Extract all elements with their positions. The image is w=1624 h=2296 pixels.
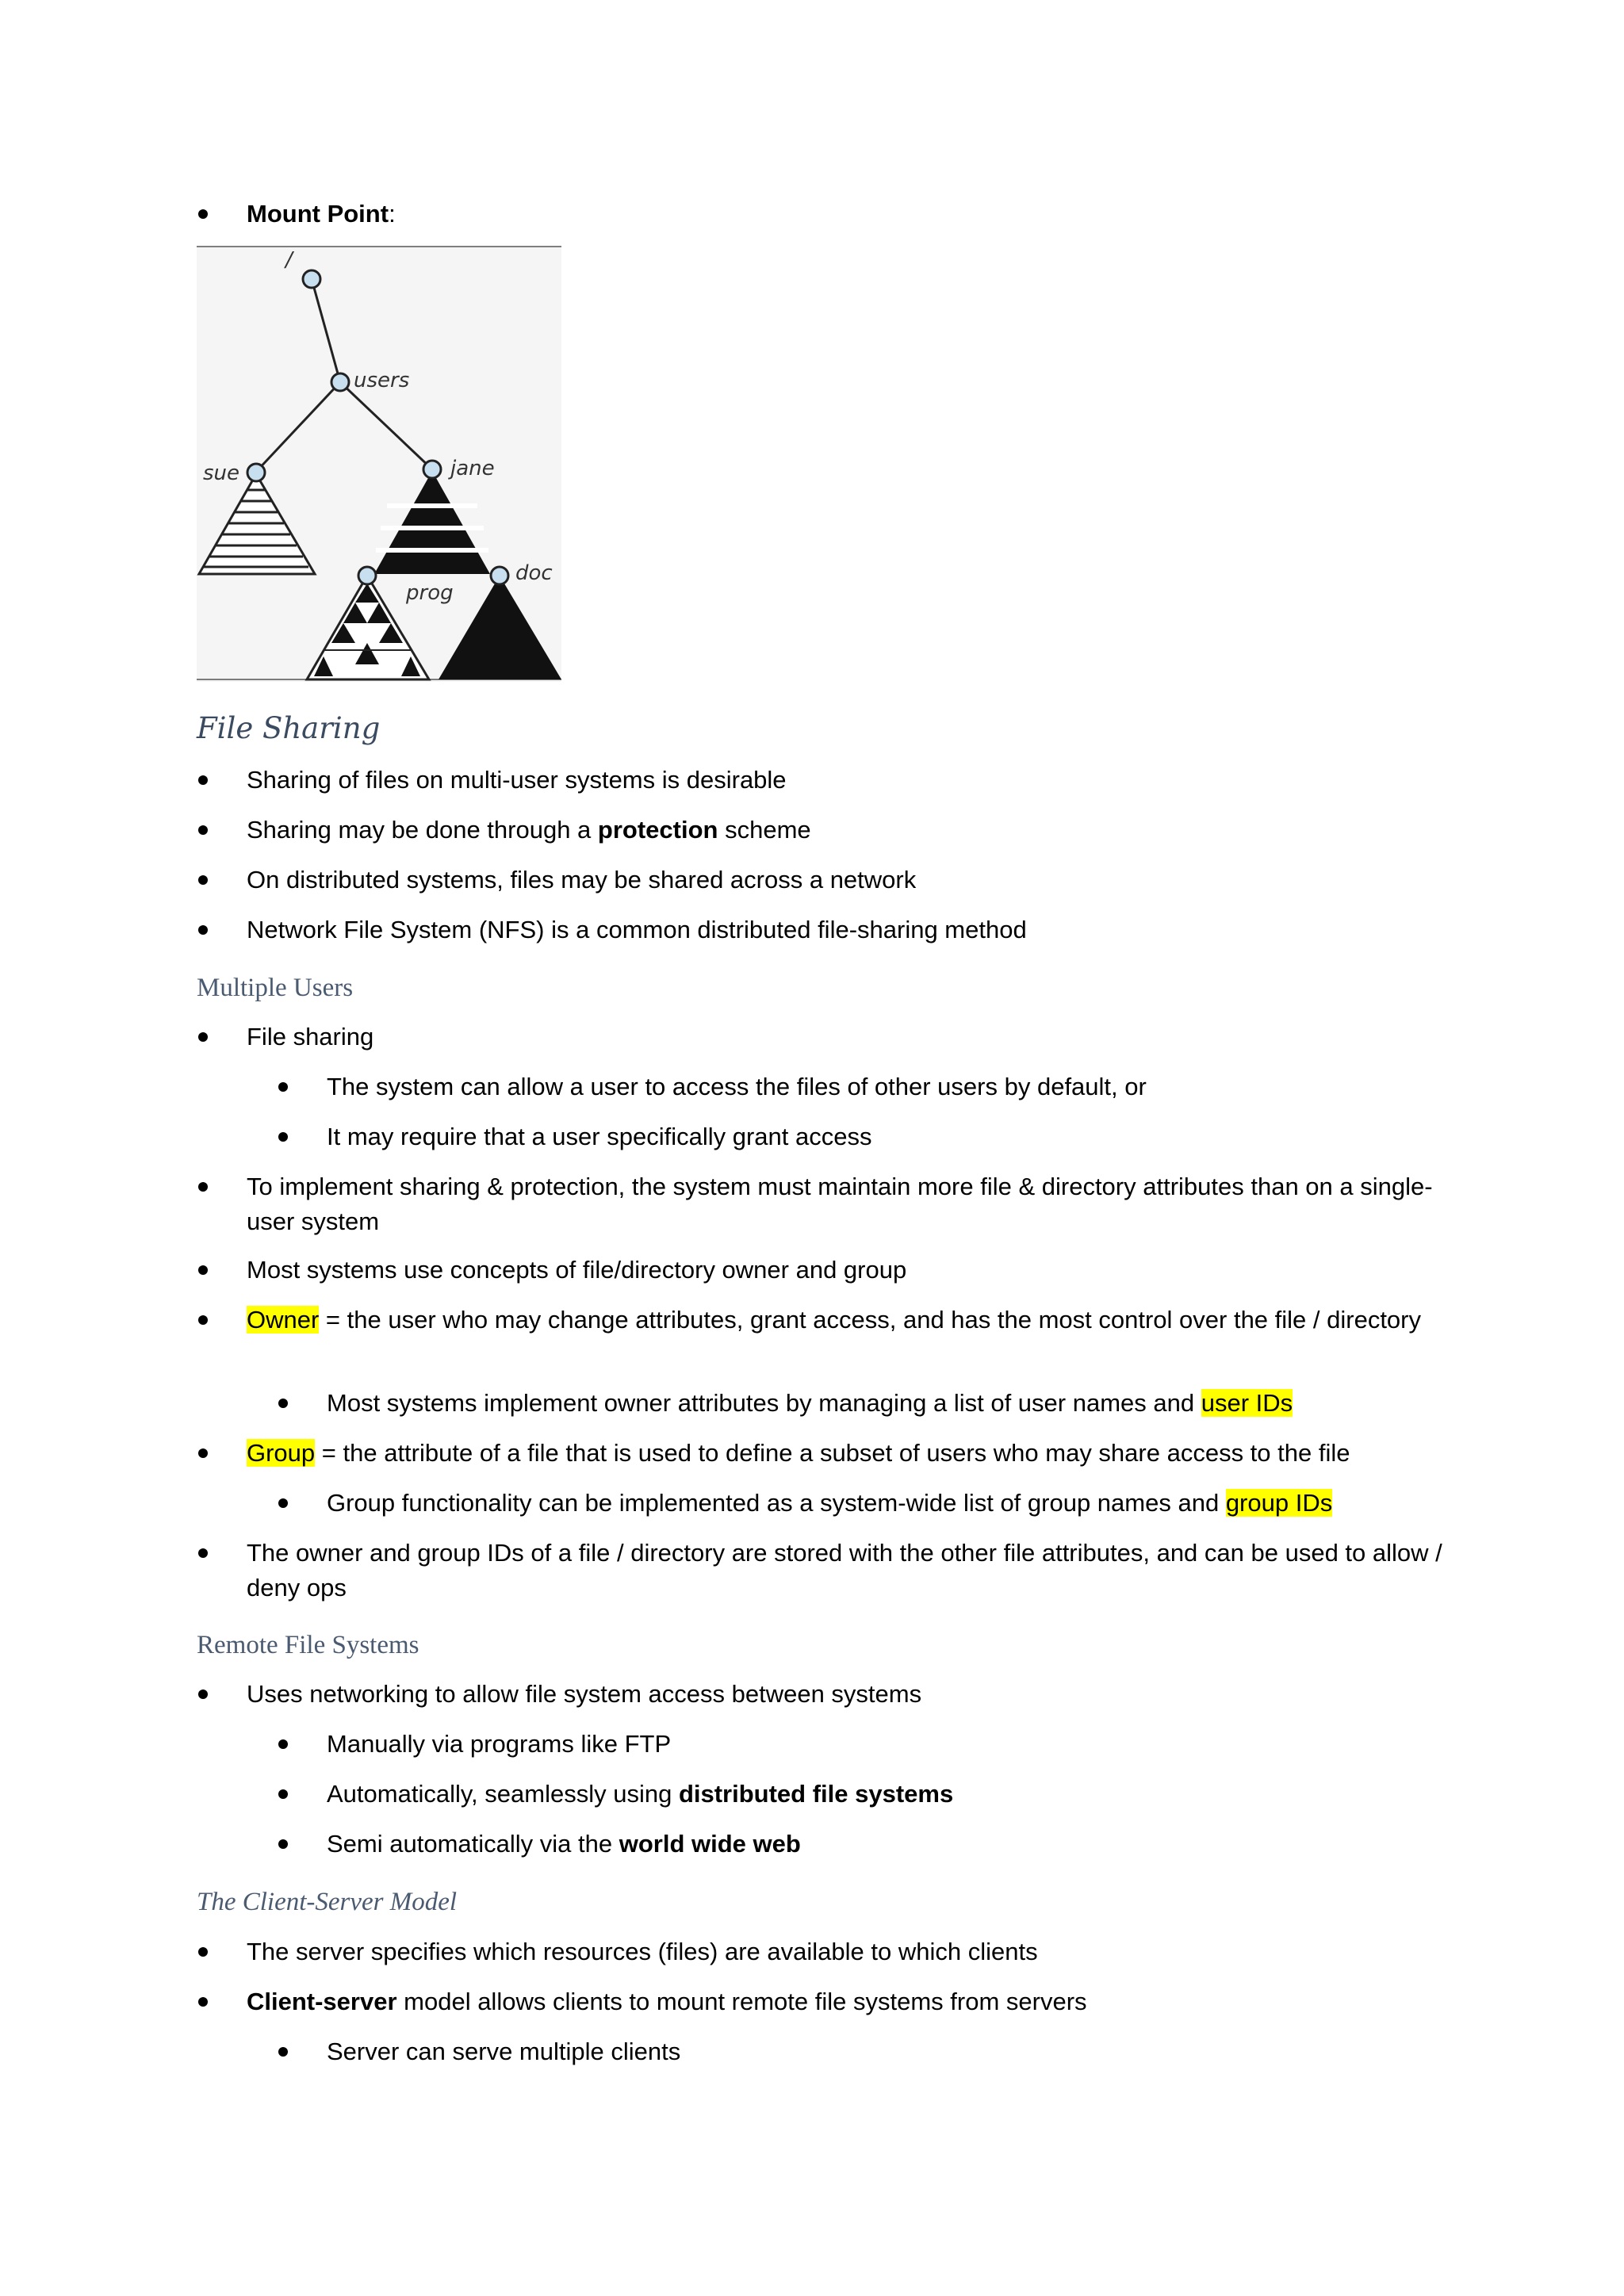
bullet-icon xyxy=(198,209,208,219)
label-doc: doc xyxy=(515,561,553,585)
list-item: The owner and group IDs of a file / directory are stored with the other file attributes, and can be used to allow / deny ops xyxy=(247,1536,1452,1605)
bullet-icon xyxy=(198,1548,208,1558)
list-item-mount-point: Mount Point: xyxy=(247,197,396,232)
heading-file-sharing: File Sharing xyxy=(197,711,381,745)
owner-term: Owner xyxy=(247,1306,320,1334)
bullet-icon xyxy=(198,1448,208,1458)
bullet-icon xyxy=(198,1689,208,1699)
node-prog xyxy=(358,567,376,584)
list-item: Uses networking to allow file system access between systems xyxy=(247,1677,921,1712)
sub-list-item: Semi automatically via the world wide web xyxy=(327,1827,801,1862)
bullet-icon xyxy=(198,875,208,885)
group-term: Group xyxy=(247,1439,316,1467)
bullet-icon xyxy=(278,2047,288,2057)
label-sue: sue xyxy=(203,461,240,485)
list-item: To implement sharing & protection, the system must maintain more file & directory attributes than on a single-user system xyxy=(247,1169,1452,1239)
bullet-icon xyxy=(278,1839,288,1849)
sub-list-item: Manually via programs like FTP xyxy=(327,1727,671,1762)
bullet-icon xyxy=(198,1947,208,1957)
bullet-icon xyxy=(198,825,208,835)
user-ids-term: user IDs xyxy=(1201,1389,1293,1417)
bullet-icon xyxy=(198,1265,208,1275)
sub-list-item: Automatically, seamlessly using distributed file systems xyxy=(327,1777,953,1812)
mount-point-diagram xyxy=(197,244,561,682)
bullet-icon xyxy=(198,775,208,785)
label-root: / xyxy=(285,248,293,272)
bullet-icon xyxy=(278,1082,288,1092)
node-sue xyxy=(247,464,265,481)
heading-client-server-model: The Client-Server Model xyxy=(197,1888,458,1916)
group-ids-term: group IDs xyxy=(1225,1489,1333,1517)
list-item-group: Group = the attribute of a file that is used to define a subset of users who may share access to the file xyxy=(247,1436,1350,1471)
sub-list-item: It may require that a user specifically grant access xyxy=(327,1119,871,1154)
bullet-icon xyxy=(198,925,208,935)
sub-list-item: Most systems implement owner attributes by managing a list of user names and user IDs xyxy=(327,1386,1293,1421)
bullet-icon xyxy=(198,1315,208,1325)
bullet-icon xyxy=(198,1997,208,2007)
list-item: Most systems use concepts of file/directory owner and group xyxy=(247,1253,906,1288)
sub-list-item: The system can allow a user to access the files of other users by default, or xyxy=(327,1070,1147,1104)
sub-list-item: Server can serve multiple clients xyxy=(327,2034,680,2069)
bullet-icon xyxy=(278,1399,288,1408)
node-jane xyxy=(423,461,441,478)
bullet-icon xyxy=(198,1182,208,1192)
list-item: Network File System (NFS) is a common distributed file-sharing method xyxy=(247,913,1027,947)
label-users: users xyxy=(354,369,410,392)
sub-list-item: Group functionality can be implemented as a system-wide list of group names and group IDs xyxy=(327,1486,1332,1521)
mount-point-label: Mount Point xyxy=(247,200,389,228)
bullet-icon xyxy=(278,1789,288,1799)
list-item: Sharing of files on multi-user systems is desirable xyxy=(247,763,787,798)
node-users xyxy=(331,373,349,391)
list-item: The server specifies which resources (files) are available to which clients xyxy=(247,1934,1038,1969)
label-jane: jane xyxy=(450,457,495,480)
list-item: File sharing xyxy=(247,1020,373,1054)
list-item: On distributed systems, files may be shared across a network xyxy=(247,863,916,897)
heading-remote-file-systems: Remote File Systems xyxy=(197,1631,419,1659)
bullet-icon xyxy=(198,1032,208,1042)
heading-multiple-users: Multiple Users xyxy=(197,974,354,1002)
bullet-icon xyxy=(278,1739,288,1749)
node-root xyxy=(303,270,320,288)
bullet-icon xyxy=(278,1132,288,1142)
node-doc xyxy=(491,567,508,584)
bullet-icon xyxy=(278,1498,288,1508)
list-item-owner: Owner = the user who may change attributes, grant access, and has the most control over the file / directory xyxy=(247,1303,1452,1337)
list-item: Sharing may be done through a protection scheme xyxy=(247,813,811,848)
list-item: Client-server model allows clients to mount remote file systems from servers xyxy=(247,1984,1087,2019)
label-prog: prog xyxy=(406,581,454,605)
